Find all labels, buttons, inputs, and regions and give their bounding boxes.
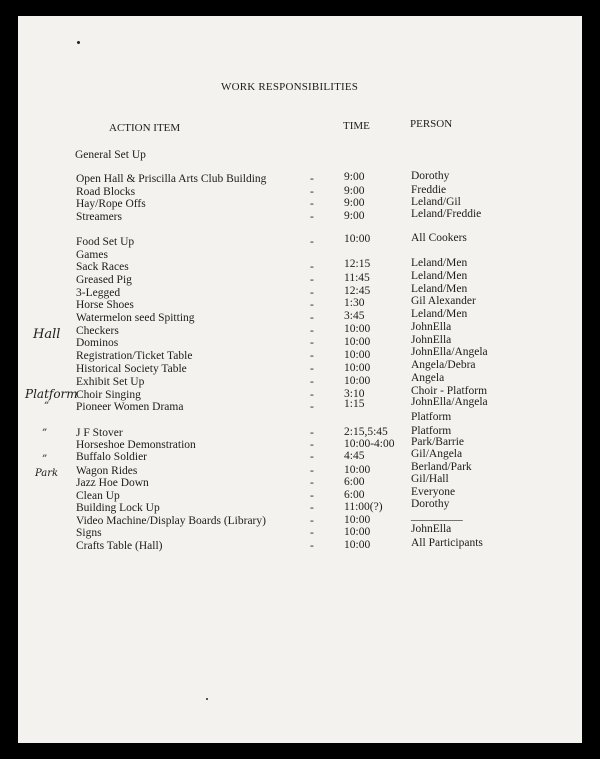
time-cell: 2:15,5:45 — [344, 426, 388, 438]
action-item-cell: Checkers — [76, 325, 119, 337]
action-item-cell: Exhibit Set Up — [76, 376, 145, 388]
time-cell: 10:00 — [344, 336, 371, 348]
time-cell: 10:00 — [344, 464, 371, 476]
separator-dash: - — [310, 389, 314, 401]
separator-dash: - — [310, 287, 314, 299]
separator-dash: - — [310, 401, 314, 413]
separator-dash: - — [310, 261, 314, 273]
time-cell: 6:00 — [344, 476, 365, 488]
action-item-cell: Crafts Table (Hall) — [76, 540, 163, 552]
time-cell: 11:00(?) — [344, 501, 383, 513]
action-item-cell: 3-Legged — [76, 287, 121, 299]
header-person: PERSON — [410, 118, 453, 130]
handwritten-note: ” — [44, 401, 50, 412]
action-item-cell: Games — [76, 249, 108, 261]
person-cell: Freddie — [411, 184, 447, 196]
action-item-cell: Historical Society Table — [76, 363, 187, 375]
time-cell: 12:45 — [344, 285, 371, 297]
person-cell: Angela — [411, 372, 445, 384]
action-item-cell: Pioneer Women Drama — [76, 401, 184, 413]
separator-dash: - — [310, 502, 314, 514]
separator-dash: - — [310, 211, 314, 223]
action-item-cell: Signs — [76, 527, 102, 539]
person-cell: Platform — [411, 425, 452, 437]
person-cell: JohnElla — [411, 334, 452, 346]
handwritten-note: ” — [42, 454, 48, 465]
separator-dash: - — [310, 198, 314, 210]
person-cell: JohnElla/Angela — [411, 346, 488, 358]
separator-dash: - — [310, 465, 314, 477]
action-item-cell: Dominos — [76, 337, 119, 349]
person-cell: Leland/Men — [411, 270, 468, 282]
person-cell: JohnElla/Angela — [411, 396, 488, 408]
person-cell: JohnElla — [411, 321, 452, 333]
time-cell: 10:00-4:00 — [344, 438, 395, 450]
person-cell: _________ — [411, 510, 463, 522]
action-item-cell: Building Lock Up — [76, 502, 160, 514]
time-cell: 10:00 — [344, 323, 371, 335]
time-cell: 1:30 — [344, 297, 365, 309]
action-item-cell: Open Hall & Priscilla Arts Club Building — [76, 173, 267, 185]
time-cell: 12:15 — [344, 258, 371, 270]
person-cell: Leland/Men — [411, 257, 468, 269]
time-cell: 10:00 — [344, 375, 371, 387]
person-cell: JohnElla — [411, 523, 452, 535]
action-item-cell: Clean Up — [76, 490, 120, 502]
person-cell: Leland/Gil — [411, 196, 461, 208]
separator-dash: - — [310, 274, 314, 286]
time-cell: 9:00 — [344, 197, 365, 209]
action-item-cell: Choir Singing — [76, 389, 141, 401]
action-item-cell: Watermelon seed Spitting — [76, 312, 195, 324]
separator-dash: - — [310, 186, 314, 198]
time-cell: 9:00 — [344, 185, 365, 197]
page-title: WORK RESPONSIBILITIES — [221, 81, 359, 93]
time-cell: 6:00 — [344, 489, 365, 501]
time-cell: 11:45 — [344, 272, 370, 284]
separator-dash: - — [310, 540, 314, 552]
action-item-cell: Food Set Up — [76, 236, 135, 248]
person-cell: Gil Alexander — [411, 295, 476, 307]
time-cell: 9:00 — [344, 210, 365, 222]
separator-dash: - — [310, 173, 314, 185]
separator-dash: - — [310, 439, 314, 451]
time-cell: 10:00 — [344, 526, 371, 538]
person-cell: Leland/Men — [411, 308, 468, 320]
action-item-cell: Video Machine/Display Boards (Library) — [76, 515, 266, 527]
separator-dash: - — [310, 515, 314, 527]
action-item-cell: Horse Shoes — [76, 299, 134, 311]
action-item-cell: J F Stover — [76, 427, 123, 439]
separator-dash: - — [310, 427, 314, 439]
time-cell: 10:00 — [344, 362, 371, 374]
separator-dash: - — [310, 527, 314, 539]
separator-dash: - — [310, 312, 314, 324]
time-cell: 3:45 — [344, 310, 365, 322]
time-cell: 3:10 — [344, 388, 365, 400]
person-cell: Park/Barrie — [411, 436, 465, 448]
header-time: TIME — [343, 120, 370, 132]
action-item-cell: Jazz Hoe Down — [76, 477, 149, 489]
action-item-cell: Horseshoe Demonstration — [76, 439, 196, 451]
separator-dash: - — [310, 477, 314, 489]
separator-dash: - — [310, 299, 314, 311]
person-cell: Dorothy — [411, 170, 450, 182]
separator-dash: - — [310, 236, 314, 248]
person-cell: All Participants — [411, 537, 483, 549]
action-item-cell: Road Blocks — [76, 186, 136, 198]
handwritten-note: Platform — [25, 387, 78, 401]
stray-mark — [206, 698, 208, 700]
person-cell: Platform — [411, 411, 452, 423]
time-cell: 10:00 — [344, 514, 371, 526]
separator-dash: - — [310, 451, 314, 463]
action-item-cell: Sack Races — [76, 261, 129, 273]
person-cell: Dorothy — [411, 498, 450, 510]
header-action: ACTION ITEM — [109, 122, 181, 134]
action-item-cell: Registration/Ticket Table — [76, 350, 193, 362]
separator-dash: - — [310, 337, 314, 349]
person-cell: Choir - Platform — [411, 385, 488, 397]
action-item-cell: Buffalo Soldier — [76, 451, 148, 463]
handwritten-note: Park — [35, 468, 59, 479]
stray-mark — [77, 41, 80, 44]
action-item-cell: Hay/Rope Offs — [76, 198, 146, 210]
person-cell: All Cookers — [411, 232, 467, 244]
separator-dash: - — [310, 490, 314, 502]
time-cell: 4:45 — [344, 450, 365, 462]
person-cell: Everyone — [411, 486, 456, 498]
separator-dash: - — [310, 350, 314, 362]
person-cell: Gil/Hall — [411, 473, 449, 485]
time-cell: 10:00 — [344, 349, 371, 361]
action-item-cell: Streamers — [76, 211, 122, 223]
time-cell: 1:15 — [344, 398, 365, 410]
separator-dash: - — [310, 363, 314, 375]
action-item-cell: Greased Pig — [76, 274, 132, 286]
separator-dash: - — [310, 376, 314, 388]
person-cell: Leland/Freddie — [411, 208, 482, 220]
person-cell: Berland/Park — [411, 461, 472, 473]
separator-dash: - — [310, 325, 314, 337]
time-cell: 10:00 — [344, 233, 371, 245]
person-cell: Leland/Men — [411, 283, 468, 295]
person-cell: Angela/Debra — [411, 359, 476, 371]
handwritten-note: Hall — [33, 327, 61, 342]
time-cell: 10:00 — [344, 539, 371, 551]
time-cell: 9:00 — [344, 171, 365, 183]
handwritten-note: ” — [42, 428, 48, 439]
section-label: General Set Up — [75, 149, 146, 161]
person-cell: Gil/Angela — [411, 448, 463, 460]
action-item-cell: Wagon Rides — [76, 465, 138, 477]
